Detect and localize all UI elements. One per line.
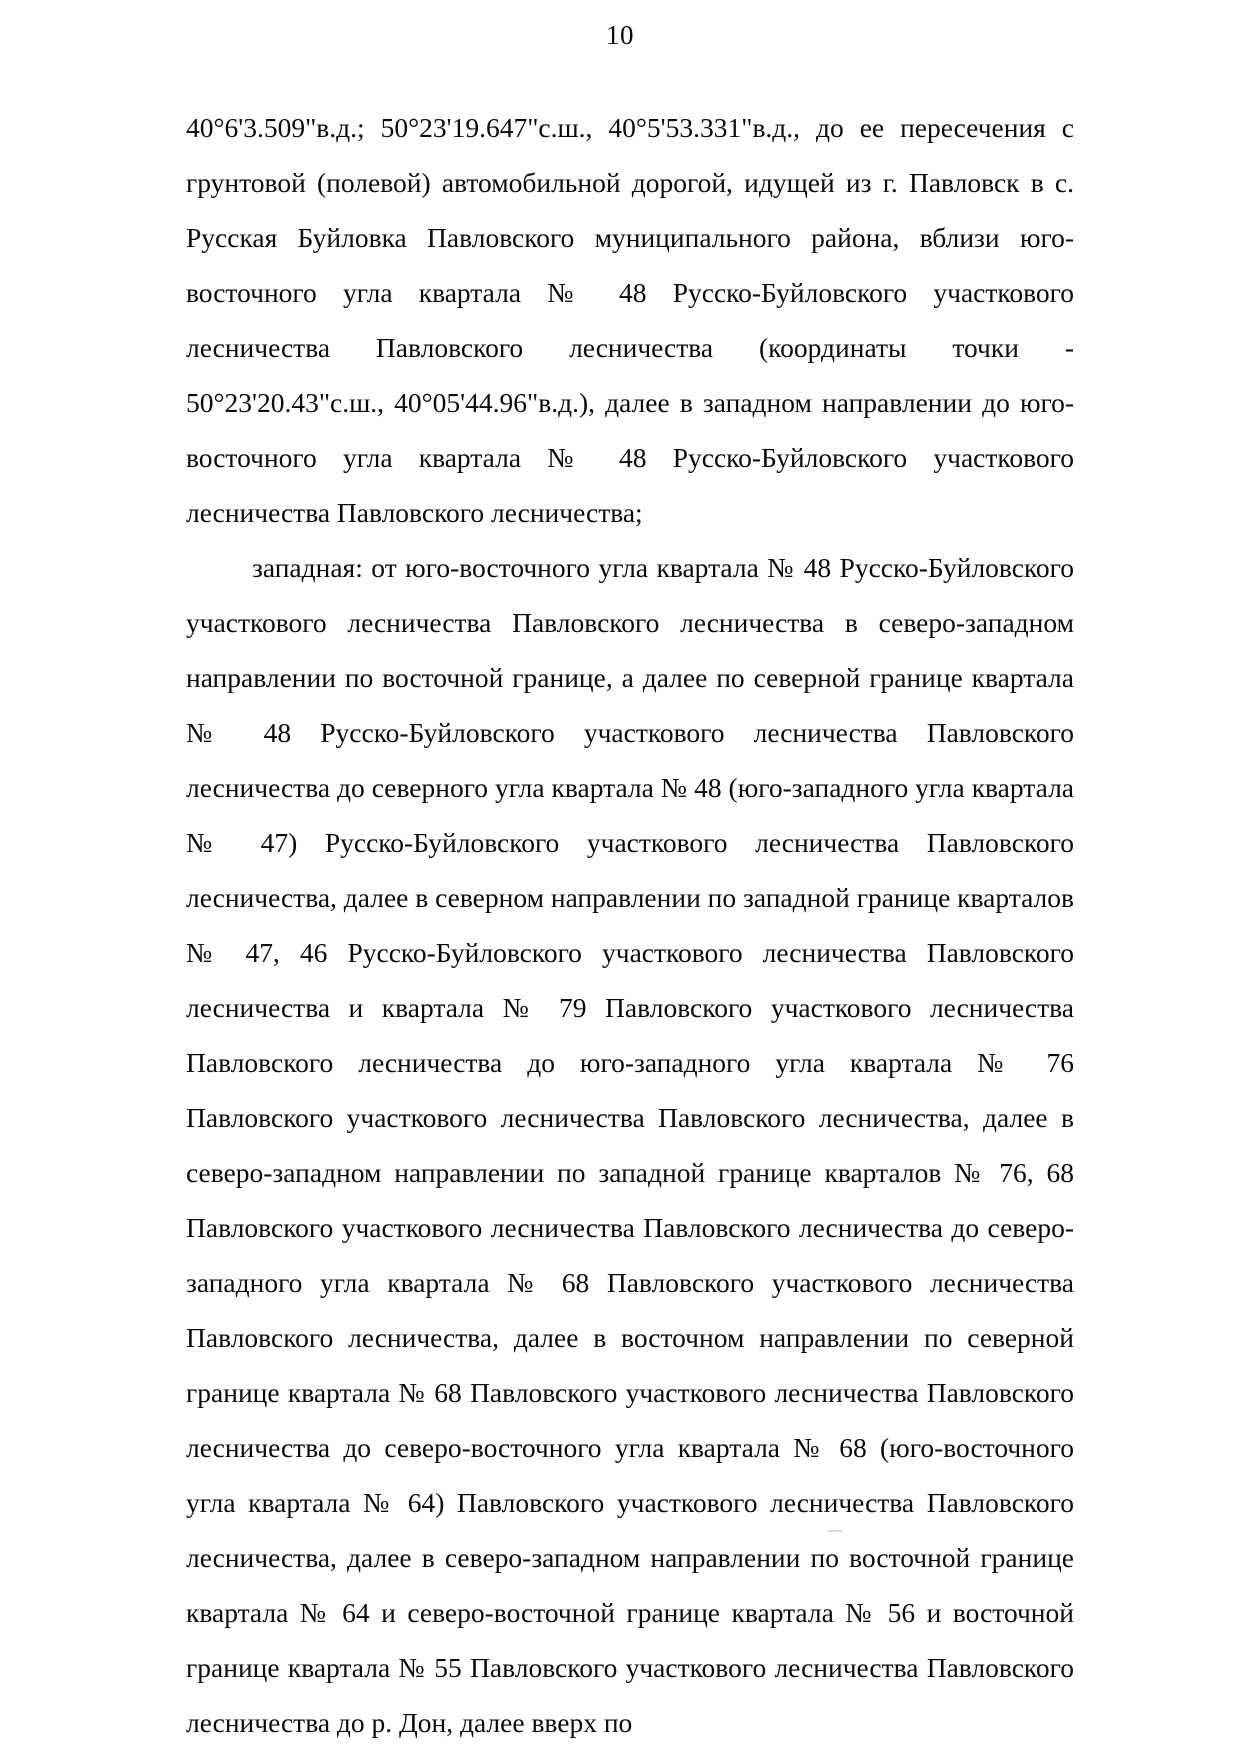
document-body [186, 100, 1074, 1750]
paragraph-1: 40°6'3.509"в.д.; 50°23'19.647"с.ш., 40°5'53.331"в.д., до ее пересечения с грунтовой (полевой) автомобильной дорогой, идущей из г. Павловск в с. Русская Буйловка Павловского муниципального района, вблизи юго-восточного угла квартала № 48 Русско-Буйловского участкового лесничества Павловского лесничества (координаты точки - 50°23'20.43"с.ш., 40°05'44.96"в.д.), далее в западном направлении до юго-восточного угла квартала № 48 Русско-Буйловского участкового лесничества Павловского лесничества; [186, 112, 1074, 528]
page-number: 10 [606, 20, 634, 50]
paragraph-2: западная: от юго-восточного угла квартала № 48 Русско-Буйловского участкового лесничества Павловского лесничества в северо-западном направлении по восточной границе, а далее по северной границе квартала № 48 Русско-Буйловского участкового лесничества Павловского лесничества до северного угла квартала № 48 (юго-западного угла квартала № 47) Русско-Буйловского участкового лесничества Павловского лесничества, далее в северном направлении по западной границе кварталов № 47, 46 Русско-Буйловского участкового лесничества Павловского лесничества и квартала № 79 Павловского участкового лесничества Павловского лесничества до юго-западного угла квартала № 76 Павловского участкового лесничества Павловского лесничества, далее в северо-западном направлении по западной границе кварталов № 76, 68 Павловского участкового лесничества Павловского лесничества до северо-западного угла квартала № 68 Павловского участкового лесничества Павловского лесничества, далее в восточном направлении по северной границе квартала № 68 Павловского участкового лесничества Павловского лесничества до северо-восточного угла квартала № 68 (юго-восточного угла квартала № 64) Павловского участкового лесничества Павловского лесничества, далее в северо-западном направлении по восточной границе квартала № 64 и северо-восточной границе квартала № 56 и восточной границе квартала № 55 Павловского участкового лесничества Павловского лесничества до р. Дон, далее вверх по [186, 552, 1074, 1738]
scan-artifact [828, 1530, 842, 1532]
